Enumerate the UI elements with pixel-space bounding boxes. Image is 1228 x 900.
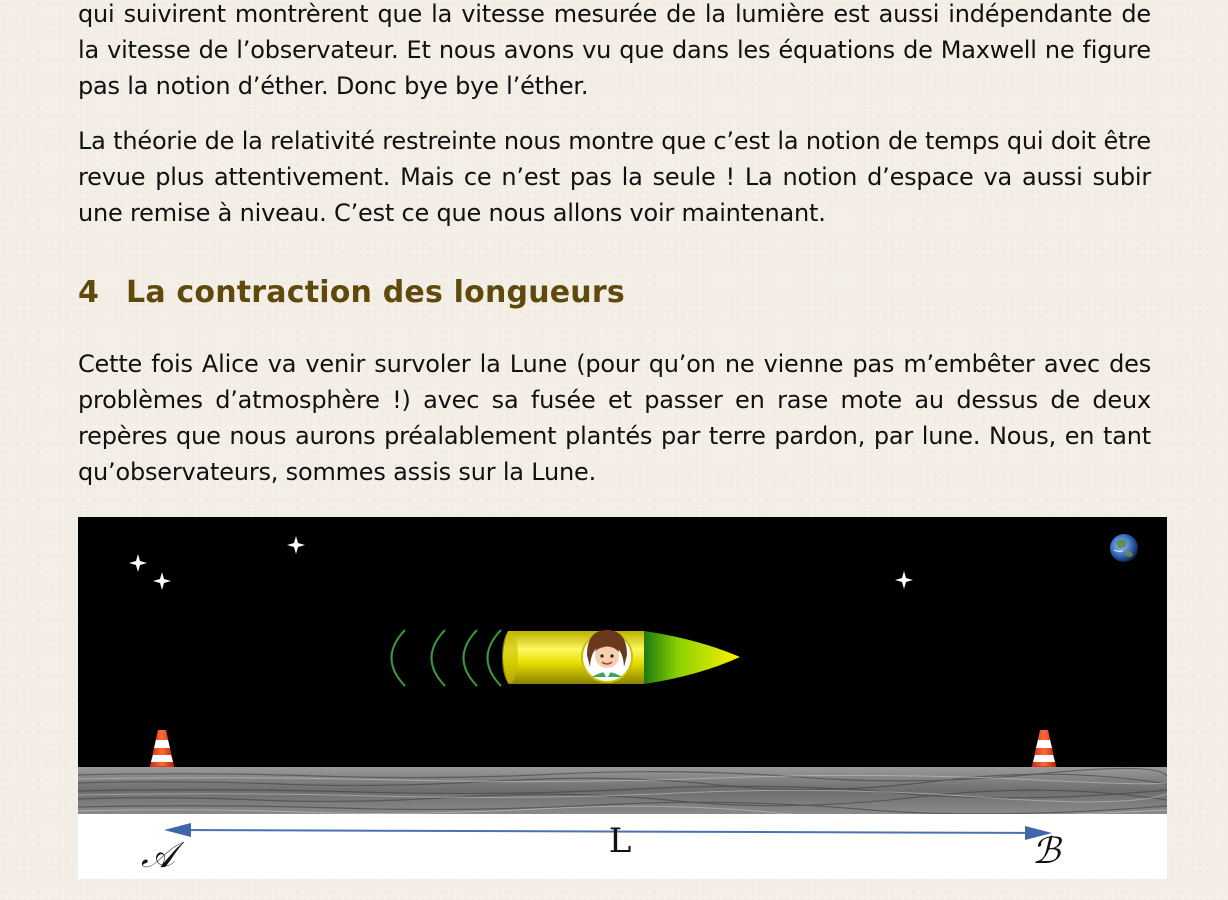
paragraph-alice-moon: Cette fois Alice va venir survoler la Lune (pour qu’on ne vienne pas m’embêter avec des problèmes d’atmosphère !) avec sa fusée et passer en rase mote au dessus de deux repères que nous aurons préalablement plantés par terre pardon, par lune. Nous, en tant qu’observateurs, sommes assis sur la Lune. (78, 350, 1151, 486)
point-a-label: 𝒜 (140, 835, 176, 876)
section-heading (78, 275, 625, 310)
distance-label: L (608, 821, 632, 861)
figure-rocket-over-moon (78, 517, 1167, 879)
section-title: La contraction des longueurs (126, 275, 625, 310)
earth-icon (1110, 534, 1138, 562)
alice-avatar (582, 630, 632, 682)
point-b-label: ℬ (1031, 831, 1061, 872)
section-number: 4 (78, 275, 100, 310)
paragraph-relativity: La théorie de la relativité restreinte nous montre que c’est la notion de temps qui doit être revue plus attentivement. Mais ce n’est pas la seule ! La notion d’espace va aussi subir une remise à niveau. C’est ce que nous allons voir maintenant. (78, 127, 1151, 227)
paragraph-ether: qui suivirent montrèrent que la vitesse mesurée de la lumière est aussi indépendante de la vitesse de l’observateur. Et nous avons vu que dans les équations de Maxwell ne figure pas la notion d’éther. Donc bye bye l’éther. (78, 0, 1151, 100)
figure-illustration (78, 517, 1167, 879)
moon-ground (78, 767, 1167, 818)
